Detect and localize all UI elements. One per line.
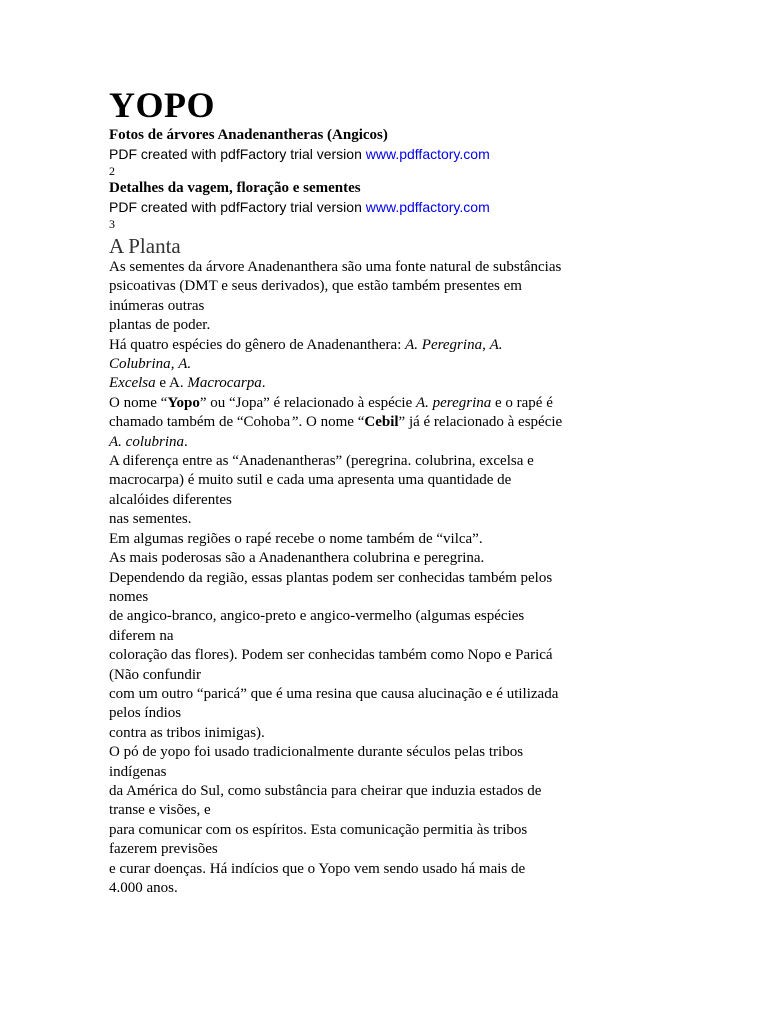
text-line: psicoativas (DMT e seus derivados), que estão também presentes em bbox=[109, 278, 522, 295]
species-name: A. Peregrina bbox=[405, 336, 483, 353]
text-line bbox=[109, 433, 639, 452]
text-line: com um outro “paricá” que é uma resina que causa alucinação e é utilizada bbox=[109, 685, 559, 702]
species-name: Macrocarpa bbox=[187, 375, 262, 392]
text-line: diferem na bbox=[109, 627, 174, 644]
text-line: fazerem previsões bbox=[109, 841, 218, 858]
text-run: . bbox=[261, 375, 266, 392]
text-run: e o rapé é bbox=[491, 394, 553, 411]
text-line bbox=[109, 394, 639, 413]
page-number: 3 bbox=[109, 217, 115, 231]
text-line bbox=[109, 374, 639, 393]
pdf-note-text: PDF created with pdfFactory trial version bbox=[109, 146, 366, 162]
text-run: , bbox=[482, 336, 490, 353]
species-name: A. peregrina bbox=[415, 394, 492, 411]
text-line: e curar doenças. Há indícios que o Yopo vem sendo usado há mais de bbox=[109, 860, 526, 877]
text-line bbox=[109, 355, 639, 374]
species-name: Excelsa bbox=[109, 375, 156, 392]
text-run: . O nome “ bbox=[298, 414, 365, 431]
text-run: , bbox=[170, 356, 179, 373]
text-run: ” ou “Jopa” é relacionado à espécie bbox=[199, 394, 416, 411]
photo-caption-pods: Detalhes da vagem, floração e sementes bbox=[109, 180, 361, 196]
text-run: chamado também de “Cohoba bbox=[109, 414, 291, 431]
text-line: macrocarpa) é muito sutil e cada uma apresenta uma quantidade de bbox=[109, 472, 512, 489]
text-line: As mais poderosas são a Anadenanthera colubrina e peregrina. bbox=[109, 550, 485, 567]
document-title: YOPO bbox=[109, 85, 215, 125]
species-name: A. bbox=[489, 336, 503, 353]
text-run: Há quatro espécies do gênero de Anadenanthera: bbox=[109, 336, 406, 353]
text-line: O pó de yopo foi usado tradicionalmente durante séculos pelas tribos bbox=[109, 744, 524, 761]
text-line: nomes bbox=[109, 588, 149, 605]
bold-term: Cebil bbox=[364, 414, 399, 431]
text-line bbox=[109, 336, 639, 355]
text-line bbox=[109, 413, 639, 432]
text-line: alcalóides diferentes bbox=[109, 491, 232, 508]
text-run: ” bbox=[290, 414, 299, 431]
text-line: Em algumas regiões o rapé recebe o nome também de “vilca”. bbox=[109, 530, 483, 547]
bold-term: Yopo bbox=[167, 394, 200, 411]
pdf-trial-note bbox=[109, 198, 639, 216]
text-line: 4.000 anos. bbox=[109, 880, 178, 896]
species-name: A. colubrina bbox=[109, 433, 184, 450]
text-run: A. bbox=[168, 375, 184, 392]
text-line: de angico-branco, angico-preto e angico-vermelho (algumas espécies bbox=[109, 608, 525, 625]
text-line: da América do Sul, como substância para cheirar que induzia estados de bbox=[109, 782, 542, 799]
section-heading: A Planta bbox=[109, 234, 181, 258]
pdffactory-link[interactable]: www.pdffactory.com bbox=[365, 146, 490, 162]
text-line: A diferença entre as “Anadenantheras” (peregrina. colubrina, excelsa e bbox=[109, 453, 534, 470]
text-line: contra as tribos inimigas). bbox=[109, 724, 265, 741]
text-line: indígenas bbox=[109, 763, 167, 780]
text-line: transe e visões, e bbox=[109, 802, 211, 819]
text-line: coloração das flores). Podem ser conhecidas também como Nopo e Paricá bbox=[109, 647, 553, 664]
document-page bbox=[109, 84, 639, 898]
photo-caption-trees: Fotos de árvores Anadenantheras (Angicos) bbox=[109, 127, 388, 143]
species-name: Colubrina bbox=[109, 356, 171, 373]
text-line: pelos índios bbox=[109, 705, 182, 722]
text-line: para comunicar com os espíritos. Esta comunicação permitia às tribos bbox=[109, 821, 528, 838]
pdf-note-text: PDF created with pdfFactory trial version bbox=[109, 199, 366, 215]
body-text bbox=[109, 258, 639, 898]
text-line: As sementes da árvore Anadenanthera são uma fonte natural de substâncias bbox=[109, 259, 562, 275]
text-line: plantas de poder. bbox=[109, 317, 211, 334]
pdffactory-link[interactable]: www.pdffactory.com bbox=[365, 199, 490, 215]
pdf-trial-note bbox=[109, 145, 639, 163]
species-name: A. bbox=[178, 356, 192, 373]
text-line: (Não confundir bbox=[109, 666, 202, 683]
text-line: nas sementes. bbox=[109, 511, 192, 528]
text-run: O nome “ bbox=[109, 394, 168, 411]
text-line: inúmeras outras bbox=[109, 297, 205, 314]
text-run: ” já é relacionado à espécie bbox=[398, 414, 563, 431]
page-number: 2 bbox=[109, 164, 115, 178]
text-run: e bbox=[155, 375, 169, 392]
text-run: . bbox=[184, 433, 188, 450]
text-line: Dependendo da região, essas plantas podem ser conhecidas também pelos bbox=[109, 569, 553, 586]
